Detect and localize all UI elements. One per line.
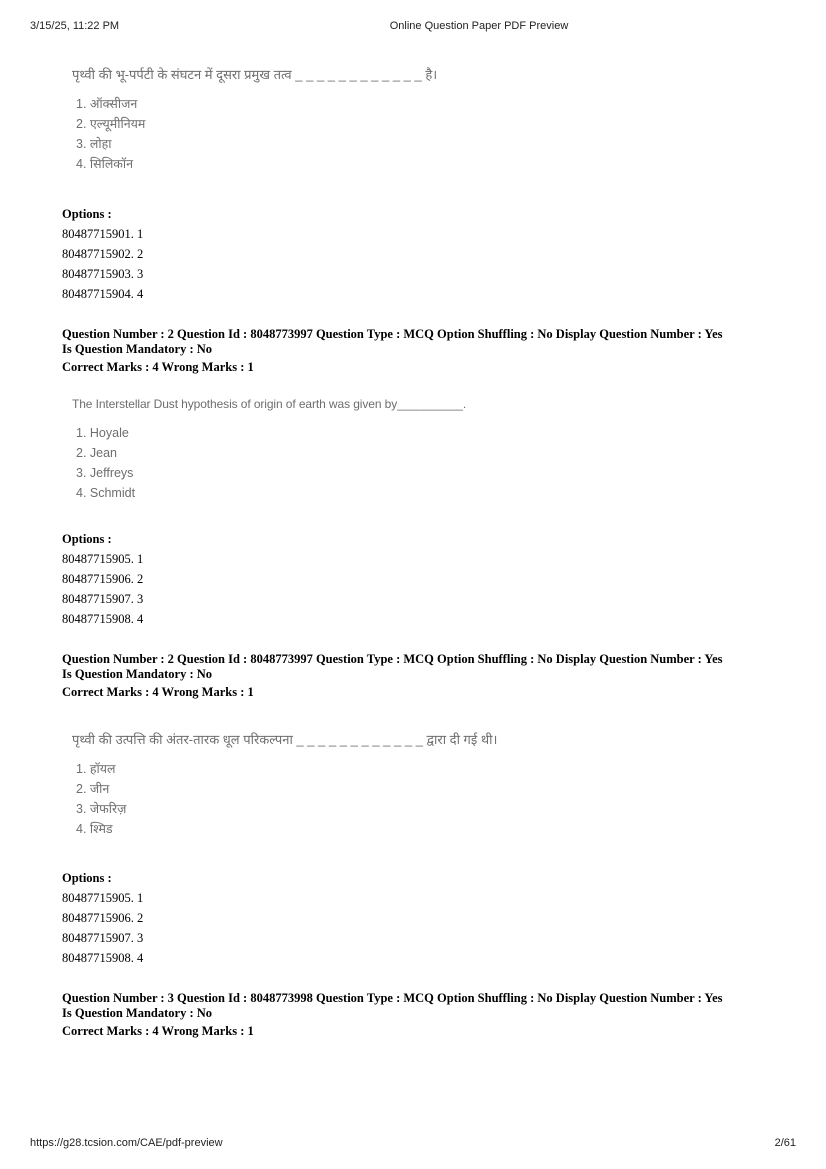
choice-item: 3. Jeffreys <box>76 466 134 480</box>
question-image-hindi-2 <box>72 731 497 839</box>
question-meta-line: Question Number : 3 Question Id : 8048773998 Question Type : MCQ Option Shuffling : No Display Question Number : Yes <box>62 991 723 1005</box>
question-mandatory: Is Question Mandatory : No <box>62 342 213 356</box>
print-datetime: 3/15/25, 11:22 PM <box>30 20 120 32</box>
choice-item: 2. जीन <box>76 782 110 796</box>
question-marks: Correct Marks : 4 Wrong Marks : 1 <box>62 1024 254 1038</box>
question-marks: Correct Marks : 4 Wrong Marks : 1 <box>62 360 254 374</box>
options-label: Options : <box>62 532 112 546</box>
options-block-1 <box>62 204 782 304</box>
option-id: 80487715905. 1 <box>62 891 144 905</box>
choice-item: 2. Jean <box>76 446 118 460</box>
choice-item: 1. Hoyale <box>76 426 129 440</box>
question-marks: Correct Marks : 4 Wrong Marks : 1 <box>62 685 254 699</box>
option-id: 80487715907. 3 <box>62 931 144 945</box>
options-block-2-hi <box>62 868 782 968</box>
question-meta-line: Question Number : 2 Question Id : 8048773997 Question Type : MCQ Option Shuffling : No Display Question Number : Yes <box>62 327 723 341</box>
question-stem: The Interstellar Dust hypothesis of origin of earth was given by__________. <box>72 397 467 411</box>
choice-item: 4. Schmidt <box>76 486 136 500</box>
option-id: 80487715903. 3 <box>62 267 144 281</box>
option-id: 80487715907. 3 <box>62 592 144 606</box>
option-id: 80487715906. 2 <box>62 572 144 586</box>
choice-item: 3. लोहा <box>76 137 112 151</box>
question-mandatory: Is Question Mandatory : No <box>62 1006 213 1020</box>
option-id: 80487715904. 4 <box>62 287 144 301</box>
option-id: 80487715902. 2 <box>62 247 144 261</box>
print-title: Online Question Paper PDF Preview <box>389 20 569 32</box>
option-id: 80487715906. 2 <box>62 911 144 925</box>
choice-item: 2. एल्यूमीनियम <box>76 117 146 131</box>
choice-item: 3. जेफरिज़ <box>76 802 127 816</box>
options-label: Options : <box>62 207 112 221</box>
option-id: 80487715908. 4 <box>62 612 144 626</box>
question-image-hindi-1 <box>72 66 437 174</box>
question-stem: पृथ्वी की उत्पत्ति की अंतर-तारक धूल परिकल्पना _ _ _ _ _ _ _ _ _ _ _ _ द्वारा दी गई थी। <box>72 732 498 747</box>
question-image-english-2 <box>72 395 466 503</box>
options-label: Options : <box>62 871 112 885</box>
page-number: 2/61 <box>774 1137 796 1149</box>
options-block-2-en <box>62 529 782 629</box>
question-meta-line: Question Number : 2 Question Id : 8048773997 Question Type : MCQ Option Shuffling : No Display Question Number : Yes <box>62 652 723 666</box>
question-mandatory: Is Question Mandatory : No <box>62 667 213 681</box>
option-id: 80487715905. 1 <box>62 552 144 566</box>
question-meta-3 <box>62 991 782 1039</box>
choice-item: 4. श्मिड <box>76 822 113 836</box>
option-id: 80487715908. 4 <box>62 951 144 965</box>
choice-item: 4. सिलिकॉन <box>76 157 134 171</box>
choice-item: 1. ऑक्सीजन <box>76 97 138 111</box>
print-url: https://g28.tcsion.com/CAE/pdf-preview <box>30 1137 223 1149</box>
choice-item: 1. हॉयल <box>76 762 116 776</box>
question-meta-2-hi <box>62 652 782 700</box>
question-stem: पृथ्वी की भू-पर्पटी के संघटन में दूसरा प्रमुख तत्व _ _ _ _ _ _ _ _ _ _ _ _ है। <box>72 67 438 82</box>
option-id: 80487715901. 1 <box>62 227 144 241</box>
question-meta-2-en <box>62 327 782 375</box>
